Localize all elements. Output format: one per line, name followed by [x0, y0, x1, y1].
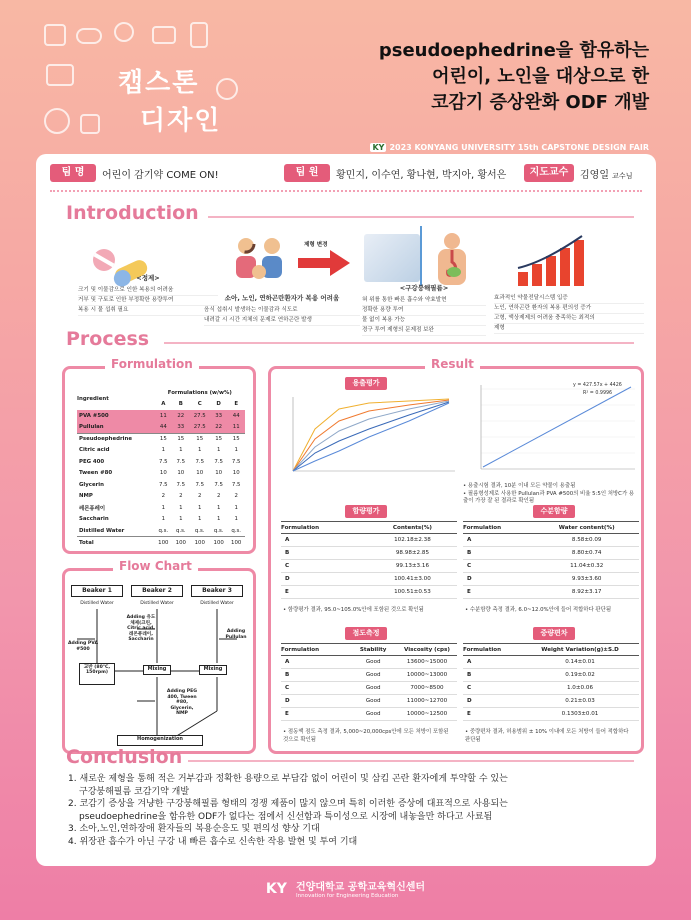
calibration-chart	[467, 379, 639, 479]
content-note-text: 함량평가 결과, 95.0~105.0%안에 포함된 것으로 확인됨	[287, 607, 424, 613]
formulation-cell: 1	[198, 516, 202, 523]
water-cell: 9.93±3.60	[534, 573, 639, 586]
weight-note-text: 중량편차 결과, 허용범위 ± 10% 이내에 모든 처방이 들어 적합하다 판단됨	[465, 729, 629, 743]
formulation-cell: 22	[172, 410, 189, 422]
intro-col2-item: 음식 섭취시 발생하는 이물감과 식도로	[204, 306, 360, 316]
conclusion-rule	[188, 760, 634, 762]
water-1: Distilled Water	[80, 601, 114, 606]
formulation-cell: 2	[179, 493, 183, 500]
formulation-cell: 1	[179, 447, 183, 454]
formulation-cell: 2	[161, 493, 166, 500]
formulation-cell: 1	[161, 447, 166, 454]
viscosity-row	[281, 708, 457, 721]
formulation-cell: q.s.	[172, 525, 189, 537]
formulation-ingredient: Pseudoephedrine	[79, 436, 132, 442]
intro-col1-caption: <정제>	[136, 274, 160, 282]
dissolution-chart	[279, 391, 459, 481]
intro-col2-item: 내려갈 시 시간 지체의 문제로 연하곤란 발생	[204, 316, 360, 326]
formulation-cell: 1	[198, 504, 202, 511]
dissolution-note-text: 용출시험 결과, 10분 이내 모든 약물이 용출됨	[467, 483, 576, 489]
weight-cell: B	[463, 669, 521, 682]
formulation-cell: q.s.	[227, 525, 245, 537]
formulation-ingredient: Pullulan	[77, 422, 155, 434]
viscosity-cell: A	[281, 656, 349, 669]
content-cell: 100.51±0.53	[368, 586, 457, 599]
formulation-group-header: Formulations (w/w%)	[167, 389, 232, 396]
intro-col1-item: 거부 및 구토로 인한 부정확한 용량투여	[78, 296, 218, 306]
conclusion-title: Conclusion	[66, 746, 183, 768]
footer-org: 건양대학교 공학교육혁신센터	[296, 882, 426, 893]
viscosity-row	[281, 669, 457, 682]
content-row	[281, 560, 457, 573]
weight-pill: 중량편차	[533, 627, 575, 640]
viscosity-cell: Good	[349, 708, 397, 721]
formulation-cell: 2	[234, 493, 238, 500]
fair-banner	[370, 143, 649, 152]
blue-divider	[420, 226, 422, 286]
flow-arrows	[65, 571, 253, 751]
formulation-ingredient: Tween #80	[79, 470, 113, 477]
formulation-cell: q.s.	[190, 525, 210, 537]
water-pill: 수분함량	[533, 505, 575, 518]
content-cell: 98.98±2.85	[368, 547, 457, 560]
monitor-icon	[152, 26, 176, 44]
formulation-row	[77, 422, 245, 434]
intro-col4-item: 효과적인 약물전달시스템 입증	[494, 294, 644, 304]
water-row	[463, 560, 639, 573]
conclusion-item: 3. 소아,노인,연하장애 환자들의 복용순응도 및 편의성 향상 기대	[68, 824, 320, 834]
homogenization-box: Homogenization	[117, 735, 203, 746]
weight-row	[463, 695, 639, 708]
formulation-cell: 1	[198, 447, 202, 454]
beaker-2: Beaker 2	[131, 585, 183, 597]
water-cell: D	[463, 573, 534, 586]
viscosity-table	[281, 643, 457, 721]
viscosity-cell: Good	[349, 656, 397, 669]
intro-rule	[208, 216, 634, 218]
process-title: Process	[66, 328, 150, 350]
formulation-cell: 100	[213, 539, 224, 546]
formulation-col-header: E	[234, 401, 239, 408]
flowchart-title: Flow Chart	[113, 559, 198, 573]
phone-icon	[190, 22, 208, 48]
intro-col-odf	[362, 282, 486, 336]
adding-pva: Adding PVA #500	[67, 641, 99, 652]
formulation-cell: 15	[215, 436, 223, 442]
water-3: Distilled Water	[200, 601, 234, 606]
robot-icon	[44, 24, 66, 46]
formulation-cell: 7.5	[176, 481, 186, 488]
capstone-logo	[40, 22, 270, 142]
title-line-1: pseudoephedrine을 함유하는	[378, 40, 649, 61]
viscosity-cell: E	[281, 708, 349, 721]
regression-r2: R² = 0.9996	[583, 391, 613, 396]
formulation-cell: 7.5	[231, 458, 241, 465]
formulation-row	[77, 514, 245, 526]
content-col-formulation: Formulation	[281, 522, 368, 534]
viscosity-note: • 점동액 점도 측정 결과, 5,000~20,000cps안에 모든 처방이 포함된 것으로 확인됨	[283, 729, 449, 743]
content-note: • 함량평가 결과, 95.0~105.0%안에 포함된 것으로 확인됨	[283, 607, 424, 613]
conclusion-item: 1. 새로운 제형을 통해 적은 거부감과 정확한 용량으로 부담감 없이 어린이 및 삼킴 곤란 환자에게 투약할 수 있는	[68, 774, 508, 784]
weight-cell: 1.0±0.06	[521, 682, 639, 695]
formulation-ingredient: NMP	[79, 493, 93, 500]
intro-col1-item: 복용 시 물 섭취 필요	[78, 306, 218, 316]
weight-cell: 0.19±0.02	[521, 669, 639, 682]
viscosity-col-stability: Stability	[349, 644, 397, 656]
viscosity-cell: C	[281, 682, 349, 695]
water-col-value: Water content(%)	[534, 522, 639, 534]
content-cell: 100.41±3.00	[368, 573, 457, 586]
main-panel	[36, 154, 656, 866]
formulation-row	[77, 502, 245, 514]
heat-stir-box: 교반 (80°C, 150rpm)	[79, 663, 115, 685]
content-cell: 99.13±3.16	[368, 560, 457, 573]
viscosity-row	[281, 656, 457, 669]
formulation-ingredient: Total	[79, 539, 94, 546]
content-col-value: Contents(%)	[368, 522, 457, 534]
water-table	[463, 521, 639, 599]
water-row	[463, 534, 639, 547]
weight-col-value: Weight Variation(g)±S.D	[521, 644, 639, 656]
conclusion-list	[68, 774, 628, 849]
formulation-cell: 1	[179, 516, 183, 523]
water-cell: C	[463, 560, 534, 573]
water-row	[463, 586, 639, 599]
water-row	[463, 573, 639, 586]
content-row	[281, 573, 457, 586]
advisor-name-text: 김영일	[580, 170, 609, 181]
regression-equation: y = 427.57x + 4426	[573, 383, 622, 388]
viscosity-cell: 11000~12700	[397, 695, 457, 708]
logo-word-capstone: 캡스톤	[118, 68, 200, 98]
result-box	[268, 357, 644, 754]
weight-cell: 0.14±0.01	[521, 656, 639, 669]
weight-col-formulation: Formulation	[463, 644, 521, 656]
dissolution-note-text: 필름형성제로 사용한 Pullulan과 PVA #500의 비율 5:5인 처방C가 용출이 가장 잘 된 결과로 확인됨	[463, 490, 635, 504]
family-icon	[232, 232, 288, 288]
team-row	[50, 164, 650, 184]
advisor-label: 지도교수	[524, 164, 574, 182]
chart-icon	[80, 114, 100, 134]
formulation-row	[77, 433, 245, 445]
title-line-3: 코감기 증상완화 ODF 개발	[431, 92, 649, 113]
weight-cell: A	[463, 656, 521, 669]
flowchart-box	[62, 559, 256, 754]
formulation-table	[77, 387, 245, 548]
formulation-row	[77, 410, 245, 422]
formulation-cell: 2	[216, 493, 221, 500]
team-label: 팀 명	[50, 164, 96, 182]
formulation-cell: 44	[155, 422, 172, 434]
beaker-3: Beaker 3	[191, 585, 243, 597]
gear-icon	[114, 22, 134, 42]
formulation-cell: 1	[234, 504, 238, 511]
water-cell: A	[463, 534, 534, 547]
formulation-cell: 1	[234, 516, 238, 523]
intro-col-benefit	[494, 294, 644, 334]
intro-col4-item: 노인, 연하곤란 환자의 복용 편의성 증가	[494, 304, 644, 314]
formulation-col-header: D	[216, 401, 221, 408]
footer	[0, 878, 691, 899]
content-pill: 함량평가	[345, 505, 387, 518]
formulation-cell: 1	[179, 504, 183, 511]
weight-row	[463, 656, 639, 669]
weight-row	[463, 708, 639, 721]
conclusion-item: 구강붕해필름 코감기약 개발	[79, 786, 190, 797]
viscosity-col-value: Viscosity (cps)	[397, 644, 457, 656]
formulation-cell: 27.5	[190, 422, 210, 434]
formulation-cell: q.s.	[155, 525, 172, 537]
formulation-cell: 1	[216, 447, 221, 454]
film-photo-icon	[364, 234, 420, 282]
arrow-right-icon	[298, 250, 350, 276]
formulation-ingredient: Distilled Water	[77, 525, 155, 537]
fair-text: 2023 KONYANG UNIVERSITY 15th CAPSTONE DESIGN FAIR	[389, 143, 649, 152]
camera-icon	[46, 64, 74, 86]
intro-col1-item: 크기 및 이물감으로 인한 복용의 어려움	[78, 286, 218, 296]
formulation-cell: 7.5	[159, 458, 168, 465]
process-rule	[164, 342, 634, 344]
water-2: Distilled Water	[140, 601, 174, 606]
formulation-cell: 10	[232, 470, 240, 477]
formulation-cell: 100	[231, 539, 242, 546]
adding-additives: Adding 유도체제(크린, Citric acid, 레몬퓨레이, Saccharin	[126, 615, 156, 642]
weight-table	[463, 643, 639, 721]
formulation-cell: 10	[159, 470, 167, 477]
formulation-row	[77, 491, 245, 503]
formulation-cell: 7.5	[176, 458, 186, 465]
advisor-name	[580, 166, 632, 181]
formulation-cell: 100	[175, 539, 186, 546]
viscosity-row	[281, 695, 457, 708]
mixing-box-1: Mixing	[143, 665, 171, 675]
weight-cell: C	[463, 682, 521, 695]
globe-icon	[216, 78, 238, 100]
intro-col3-item: 혀 위를 통한 빠른 흡수와 약효발현	[362, 296, 486, 306]
beaker-1: Beaker 1	[71, 585, 123, 597]
intro-col3-item: 경구 투여 제형의 문제점 보완	[362, 326, 486, 336]
poster-title	[289, 38, 649, 116]
formulation-ingredient: PEG 400	[79, 458, 105, 465]
water-row	[463, 547, 639, 560]
weight-note: • 중량편차 결과, 허용범위 ± 10% 이내에 모든 처방이 들어 적합하다 판단됨	[465, 729, 629, 743]
formulation-cell: 1	[161, 516, 166, 523]
formulation-row	[77, 479, 245, 491]
intro-col3-item: 정확한 용량 투여	[362, 306, 486, 316]
conclusion-item: 4. 위장관 흡수가 아닌 구강 내 빠른 흡수로 신속한 작용 발현 및 투여 기대	[68, 836, 358, 847]
formulation-cell: 7.5	[195, 458, 205, 465]
growth-chart-icon	[514, 232, 594, 288]
formulation-cell: 7.5	[214, 458, 223, 465]
ingredient-header: Ingredient	[77, 395, 109, 402]
arrow-label: 제형 변경	[304, 242, 328, 248]
title-line-2: 어린이, 노인을 대상으로 한	[432, 66, 649, 87]
formulation-cell: 10	[177, 470, 185, 477]
intro-title: Introduction	[66, 202, 199, 224]
formulation-cell: 2	[198, 493, 202, 500]
content-cell: D	[281, 573, 368, 586]
weight-cell: D	[463, 695, 521, 708]
formulation-ingredient: Glycerin	[79, 481, 104, 488]
viscosity-cell: D	[281, 695, 349, 708]
weight-row	[463, 682, 639, 695]
water-cell: 8.80±0.74	[534, 547, 639, 560]
formulation-row	[77, 537, 245, 549]
viscosity-col-formulation: Formulation	[281, 644, 349, 656]
formulation-cell: 7.5	[159, 481, 168, 488]
cloud-icon	[76, 28, 102, 44]
water-cell: 8.58±0.09	[534, 534, 639, 547]
viscosity-note-text: 점동액 점도 측정 결과, 5,000~20,000cps안에 모든 처방이 포함된 것으로 확인됨	[283, 729, 449, 743]
formulation-row	[77, 445, 245, 457]
viscosity-pill: 점도측정	[345, 627, 387, 640]
formulation-cell: 7.5	[231, 481, 241, 488]
result-title: Result	[425, 357, 480, 371]
member-label: 팀 원	[284, 164, 330, 182]
viscosity-cell: 13600~15000	[397, 656, 457, 669]
mixing-box-2: Mixing	[199, 665, 227, 675]
weight-cell: 0.21±0.03	[521, 695, 639, 708]
ky-footer-logo-icon: KY	[265, 880, 287, 897]
anatomy-icon	[432, 232, 472, 286]
poster-header	[0, 0, 691, 150]
viscosity-cell: Good	[349, 682, 397, 695]
formulation-cell: 11	[227, 422, 245, 434]
formulation-cell: q.s.	[210, 525, 227, 537]
formulation-cell: 1	[161, 504, 166, 511]
formulation-cell: 15	[232, 436, 240, 442]
formulation-ingredient: 레몬퓨레이	[79, 505, 106, 512]
viscosity-cell: 10000~13000	[397, 669, 457, 682]
formulation-cell: 15	[177, 436, 185, 442]
conclusion-item: pseudoephedrine을 함유한 ODF가 없다는 점에서 신선함과 특이성으로 시장에 내놓을만 하다고 사료됨	[79, 811, 493, 822]
adding-plasticizers: Adding PEG 400, Tween #80, Glycerin, NMP	[166, 689, 198, 716]
formulation-cell: 100	[194, 539, 205, 546]
content-cell: 102.18±2.38	[368, 534, 457, 547]
content-row	[281, 534, 457, 547]
dissolution-note: • 용출시험 결과, 10분 이내 모든 약물이 용출됨	[463, 483, 576, 489]
intro-col3-item: 물 없이 복용 가능	[362, 316, 486, 326]
weight-row	[463, 669, 639, 682]
formulation-cell: 100	[158, 539, 169, 546]
formulation-cell: 15	[196, 436, 204, 442]
viscosity-row	[281, 682, 457, 695]
formulation-cell: 10	[215, 470, 223, 477]
formulation-cell: 7.5	[214, 481, 223, 488]
intro-col-tablet	[78, 272, 218, 316]
formulation-col-header: B	[178, 401, 183, 408]
content-row	[281, 547, 457, 560]
viscosity-cell: 10000~12500	[397, 708, 457, 721]
viscosity-cell: Good	[349, 669, 397, 682]
lightbulb-icon	[44, 108, 70, 134]
formulation-cell: 15	[159, 436, 167, 442]
content-cell: C	[281, 560, 368, 573]
content-row	[281, 586, 457, 599]
formulation-cell: 1	[216, 516, 221, 523]
formulation-row	[77, 468, 245, 480]
formulation-title: Formulation	[105, 357, 199, 371]
formulation-cell: 33	[172, 422, 189, 434]
divider	[50, 190, 642, 192]
footer-org-en: Innovation for Engineering Education	[296, 893, 399, 899]
formulation-cell: 1	[216, 504, 221, 511]
content-cell: B	[281, 547, 368, 560]
water-col-formulation: Formulation	[463, 522, 534, 534]
intro-col4-item: 고형, 액상제제의 어려움 충족하는 최적의	[494, 314, 644, 324]
water-cell: E	[463, 586, 534, 599]
intro-col2-caption: 소아, 노인, 연하곤란환자가 복용 어려움	[224, 294, 340, 302]
formulation-cell: 44	[227, 410, 245, 422]
conclusion-item: 2. 코감기 증상을 겨냥한 구강붕해필름 형태의 경쟁 제품이 많지 않으며 특히 이러한 증상에 대표적으로 사용되는	[68, 799, 508, 809]
formulation-cell: 10	[196, 470, 204, 477]
viscosity-cell: Good	[349, 695, 397, 708]
water-cell: 8.92±3.17	[534, 586, 639, 599]
team-name: 어린이 감기약 COME ON!	[102, 170, 219, 181]
dissolution-note: • 필름형성제로 사용한 Pullulan과 PVA #500의 비율 5:5인 처방C가 용출이 가장 잘 된 결과로 확인됨	[463, 490, 635, 504]
formulation-col-header: A	[161, 401, 166, 408]
formulation-ingredient: PVA #500	[77, 410, 155, 422]
formulation-cell: 27.5	[190, 410, 210, 422]
water-cell: B	[463, 547, 534, 560]
formulation-col-header: C	[197, 401, 202, 408]
weight-cell: E	[463, 708, 521, 721]
water-cell: 11.04±0.32	[534, 560, 639, 573]
advisor-suffix: 교수님	[612, 172, 633, 180]
viscosity-cell: 7000~8500	[397, 682, 457, 695]
viscosity-cell: B	[281, 669, 349, 682]
logo-word-design: 디자인	[140, 106, 222, 136]
content-table	[281, 521, 457, 599]
adding-pullulan: Adding Pullulan	[225, 629, 247, 640]
formulation-ingredient: Citric acid	[79, 447, 110, 454]
water-note-text: 수분함량 측정 결과, 6.0~12.0%안에 들어 적합하다 판단됨	[469, 607, 612, 613]
intro-col4-item: 제형	[494, 324, 644, 334]
formulation-row	[77, 525, 245, 537]
formulation-ingredient: Saccharin	[79, 516, 109, 523]
content-cell: A	[281, 534, 368, 547]
ky-logo-icon: KY	[372, 143, 385, 152]
formulation-cell: 11	[155, 410, 172, 422]
content-cell: E	[281, 586, 368, 599]
dissolution-pill: 용출평가	[345, 377, 387, 390]
formulation-row	[77, 456, 245, 468]
intro-col3-caption: <구강붕해필름>	[399, 284, 449, 292]
formulation-cell: 22	[210, 422, 227, 434]
formulation-cell: 33	[210, 410, 227, 422]
formulation-cell: 1	[234, 447, 238, 454]
dissolution-notes	[463, 483, 639, 506]
intro-col-patient	[204, 292, 360, 326]
member-names: 황민지, 이수연, 황나현, 박지아, 황서은	[336, 170, 507, 181]
weight-cell: 0.1303±0.01	[521, 708, 639, 721]
formulation-cell: 7.5	[195, 481, 205, 488]
formulation-box	[62, 357, 256, 554]
water-note: • 수분함량 측정 결과, 6.0~12.0%안에 들어 적합하다 판단됨	[465, 607, 612, 613]
